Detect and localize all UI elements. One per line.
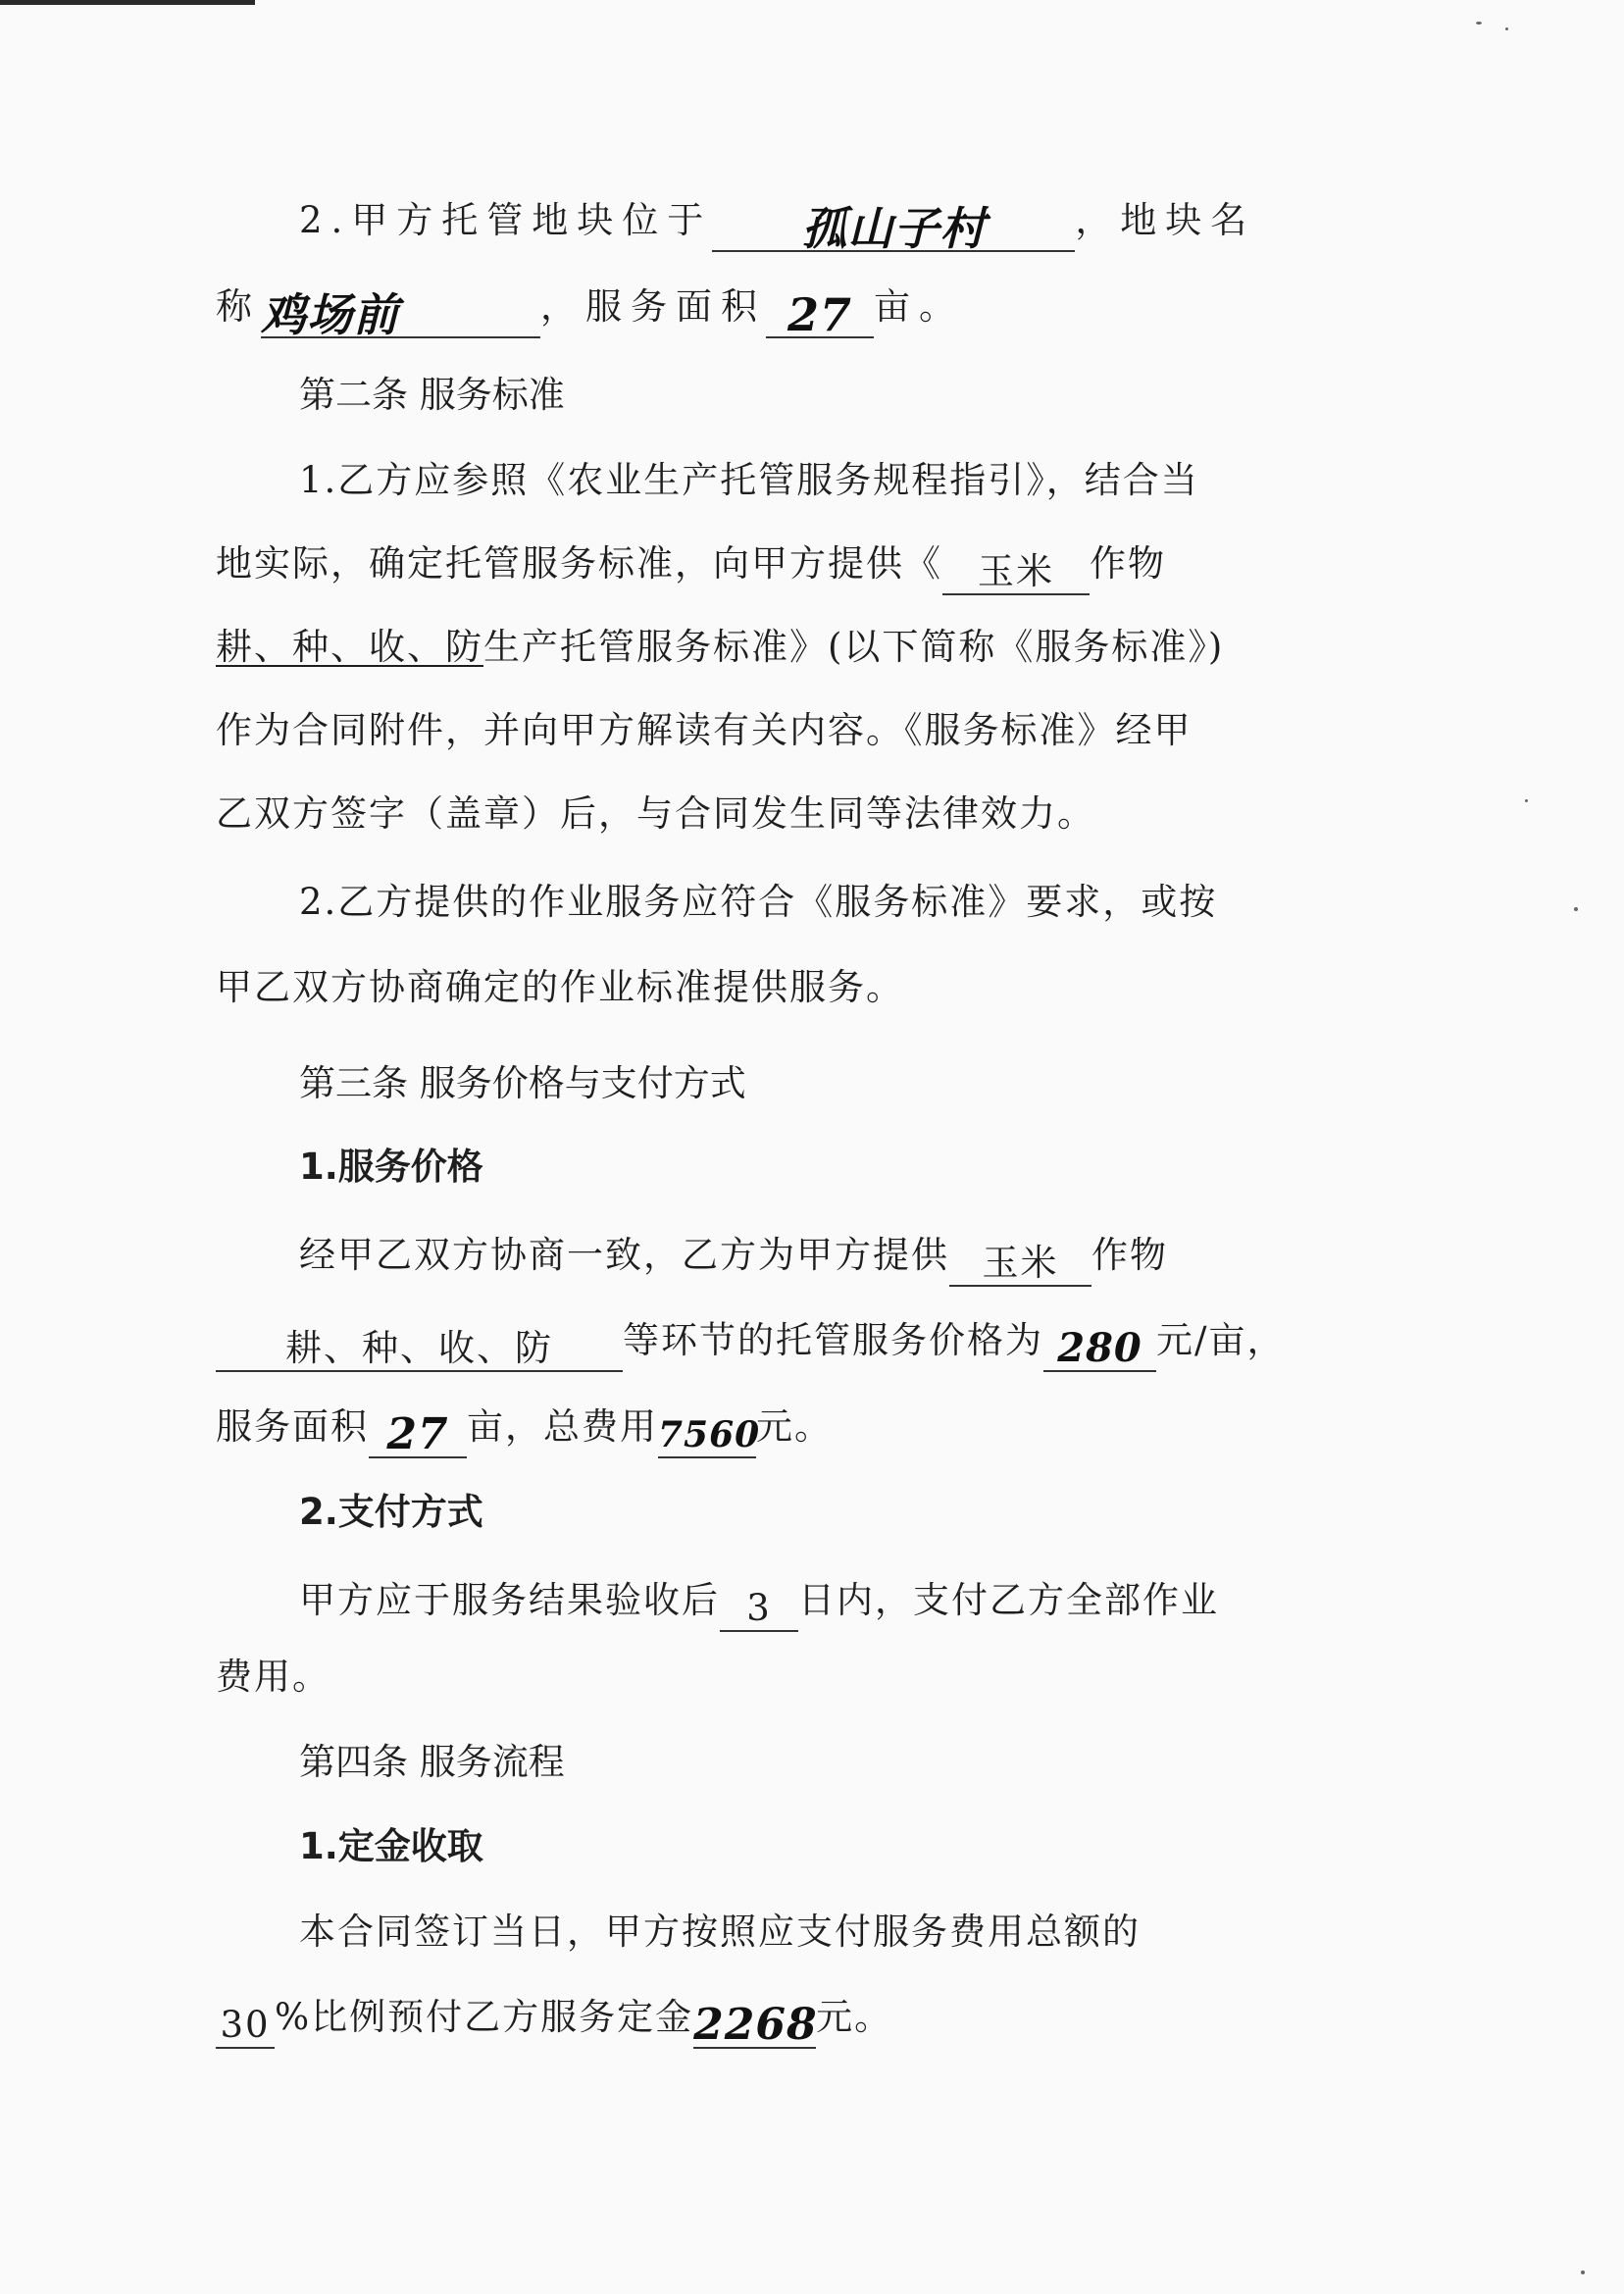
- service-price-heading: 1.服务价格: [299, 1146, 483, 1188]
- total-handwritten: 7560: [658, 1413, 761, 1455]
- clause2-item1-line1: 1.乙方应参照《农业生产托管服务规程指引》，结合当: [299, 459, 1199, 501]
- total-field: [658, 1413, 761, 1458]
- stages-value-2: 耕、种、收、防: [285, 1326, 553, 1369]
- percent-field: [216, 2004, 275, 2049]
- crop-value: 玉米: [978, 549, 1054, 592]
- price-line3: [216, 1383, 833, 1471]
- clause4-title: 第四条 服务流程: [299, 1741, 565, 1783]
- provide-standard-text: 地实际，确定托管服务标准，向甲方提供《: [216, 542, 942, 585]
- area-handwritten: 27: [787, 287, 852, 341]
- scan-speck: [1476, 22, 1482, 25]
- scan-speck: [1505, 27, 1508, 30]
- scan-speck: [1525, 799, 1528, 802]
- standard-abbrev-text: 生产托管服务标准》(以下简称《服务标准》): [483, 626, 1225, 668]
- clause2-item1-line4: 作为合同附件，并向甲方解读有关内容。《服务标准》经甲: [216, 709, 1193, 751]
- crop-suffix-2: 作物: [1091, 1234, 1168, 1276]
- stages-value: 耕、种、收、防: [216, 626, 483, 668]
- plot-name-field: [261, 287, 540, 341]
- total-label: 亩，总费用: [467, 1405, 658, 1448]
- price-handwritten: 280: [1057, 1324, 1142, 1371]
- deposit-heading: 1.定金收取: [299, 1825, 483, 1867]
- area-handwritten-2: 27: [386, 1408, 449, 1459]
- crop-value-2: 玉米: [982, 1241, 1059, 1284]
- price-field: [1043, 1324, 1156, 1372]
- clause2-item2-line1: 2.乙方提供的作业服务应符合《服务标准》要求，或按: [299, 881, 1218, 923]
- price-label: 等环节的托管服务价格为: [623, 1319, 1043, 1361]
- days-value: 3: [746, 1586, 772, 1629]
- payment-line2: 费用。: [216, 1656, 330, 1698]
- deposit-line2: [216, 1973, 892, 2062]
- plot-location-line: [299, 177, 1255, 265]
- clause3-title: 第三条 服务价格与支付方式: [299, 1062, 746, 1104]
- payment-line1: [299, 1556, 1219, 1645]
- percent-value: 30: [220, 2003, 271, 2046]
- plot-location-label: 2.甲方托管地块位于: [299, 199, 713, 241]
- clause2-item1-line3: [216, 603, 1224, 691]
- clause2-item1-line2: [216, 520, 1166, 608]
- village-handwritten: 孤山子村: [801, 201, 987, 255]
- crop-field-2: [949, 1242, 1091, 1287]
- price-unit: 元/亩，: [1156, 1319, 1286, 1361]
- payment-method-heading: 2.支付方式: [299, 1491, 483, 1533]
- payment-term-text-b: 日内，支付乙方全部作业: [798, 1579, 1219, 1621]
- deposit-handwritten: 2268: [693, 1999, 818, 2050]
- scan-edge: [0, 0, 255, 5]
- payment-term-text: 甲方应于服务结果验收后: [299, 1579, 720, 1621]
- clause2-item2-line2: 甲乙双方协商确定的作业标准提供服务。: [216, 966, 904, 1008]
- stages-field: [216, 1327, 623, 1372]
- plot-name-label-a: ，地块名: [1075, 199, 1256, 241]
- area-field-2: [369, 1408, 467, 1459]
- service-area-label: ，服务面积: [540, 285, 766, 328]
- price-line2: [216, 1297, 1285, 1385]
- plot-name-line: [216, 263, 964, 351]
- clause2-title: 第二条 服务标准: [299, 374, 565, 416]
- clause2-item1-line5: 乙双方签字（盖章）后，与合同发生同等法律效力。: [216, 792, 1095, 835]
- crop-field: [942, 550, 1090, 595]
- scan-speck: [1581, 2270, 1585, 2274]
- days-field: [720, 1587, 798, 1632]
- deposit-line1: 本合同签订当日，甲方按照应支付服务费用总额的: [299, 1911, 1141, 1953]
- mu-unit: 亩。: [874, 285, 964, 328]
- deposit-field: [693, 1999, 818, 2050]
- area-field: [766, 287, 874, 341]
- plot-name-label-b: 称: [216, 285, 261, 328]
- price-line1: [299, 1211, 1168, 1300]
- yuan-unit: 元。: [756, 1405, 833, 1448]
- village-field: [712, 201, 1075, 255]
- deposit-text: %比例预付乙方服务定金: [275, 1996, 694, 2038]
- plot-name-handwritten: 鸡场前: [261, 287, 399, 341]
- price-intro-text: 经甲乙双方协商一致，乙方为甲方提供: [299, 1234, 949, 1276]
- yuan-unit-2: 元。: [816, 1996, 893, 2038]
- area-label-2: 服务面积: [216, 1405, 369, 1448]
- crop-suffix: 作物: [1090, 542, 1166, 585]
- scan-speck: [1574, 907, 1578, 911]
